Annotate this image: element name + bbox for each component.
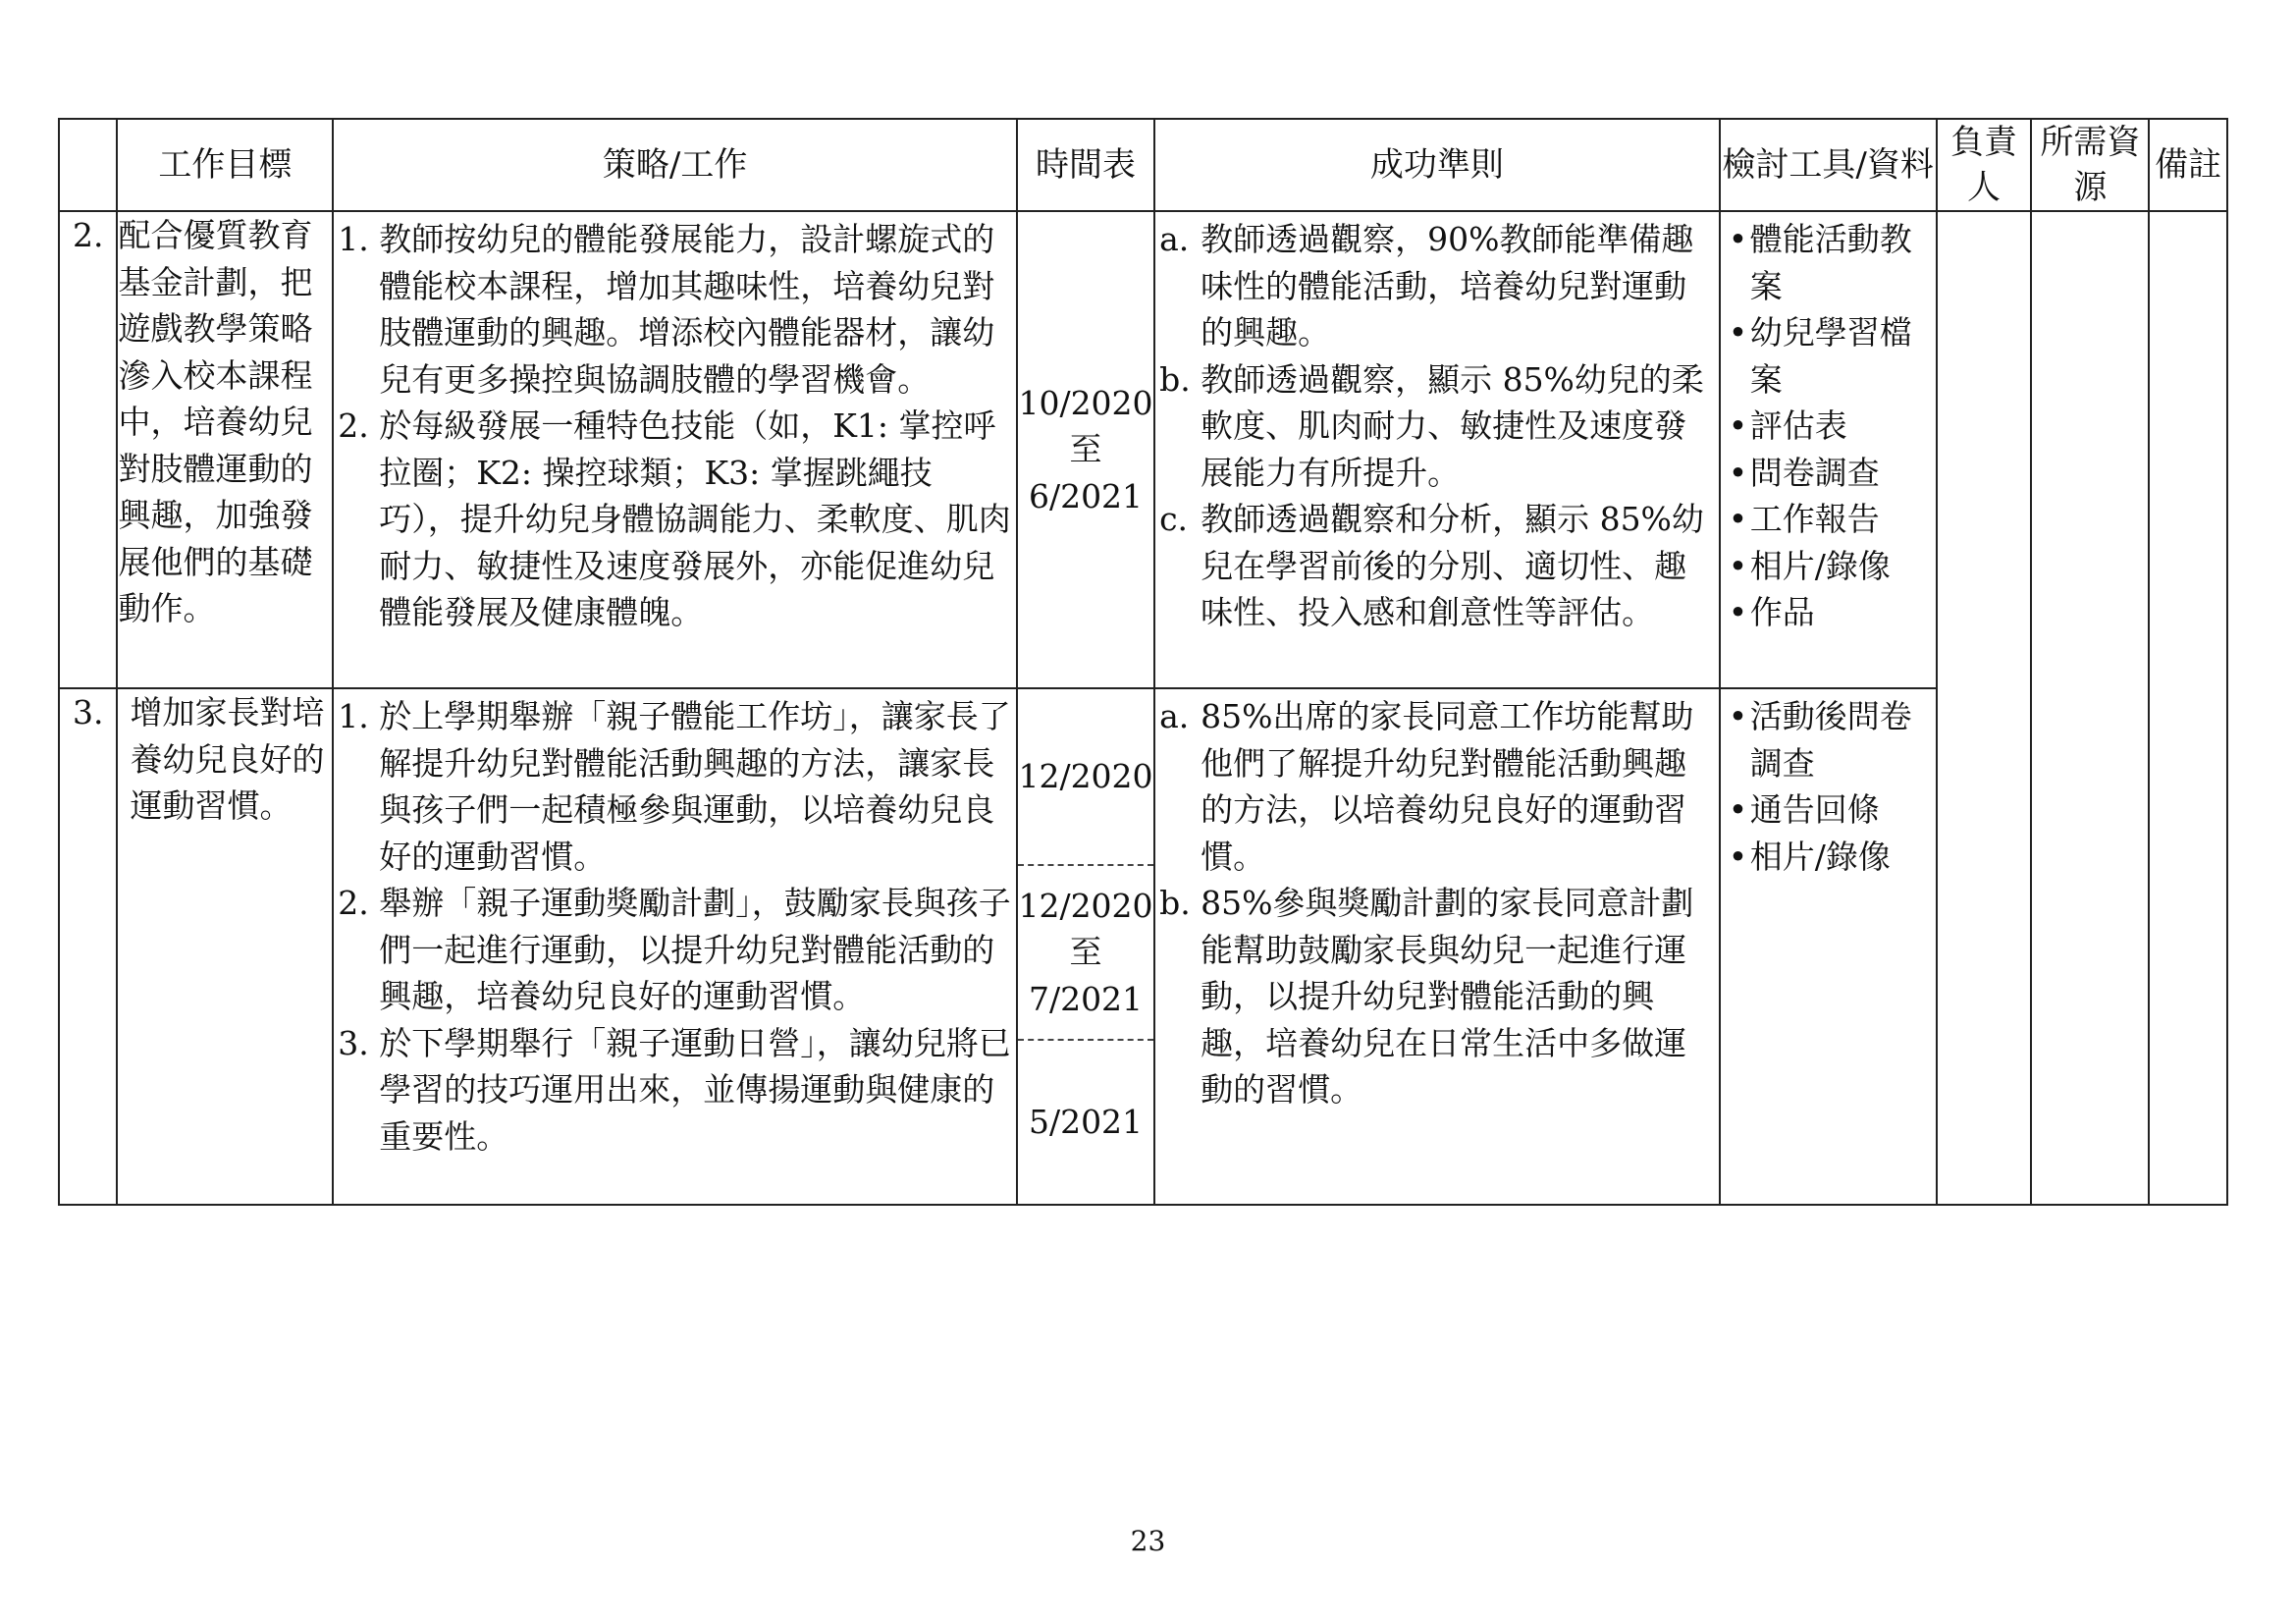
bullet-dot-icon: •: [1728, 313, 1748, 352]
schedule-block: [1018, 212, 1153, 687]
tool-text: 相片/錄像: [1749, 546, 1891, 585]
schedule-block: [1018, 1041, 1153, 1204]
schedule-to: 至: [1069, 933, 1102, 972]
row-number: 2.: [59, 211, 117, 688]
item-text: 教師透過觀察，90%教師能準備趣味性的體能活動，培養幼兒對運動的興趣。: [1201, 220, 1694, 352]
schedule-to: 至: [1069, 430, 1102, 469]
item-marker: a.: [1159, 697, 1190, 735]
tool-item: [1729, 693, 1934, 786]
tool-text: 工作報告: [1749, 500, 1880, 538]
item-text: 85%出席的家長同意工作坊能幫助他們了解提升幼兒對體能活動興趣的方法，以培養幼兒良好的運動習慣。: [1201, 697, 1694, 876]
strategy-cell: [333, 688, 1017, 1205]
strategy-item: [338, 693, 1012, 880]
schedule-start: 10/2020: [1018, 383, 1153, 422]
criteria-list: [1155, 212, 1719, 636]
strategy-list: [334, 212, 1016, 636]
row-number: 3.: [59, 688, 117, 1205]
header-number: [59, 119, 117, 211]
tool-item: [1729, 450, 1934, 497]
page-number: 23: [1130, 1525, 1166, 1557]
item-text: 於上學期舉辦「親子體能工作坊」，讓家長了解提升幼兒對體能活動興趣的方法，讓家長與孩子們一起積極參與運動，以培養幼兒良好的運動習慣。: [379, 697, 1011, 876]
schedule-block: [1018, 866, 1153, 1039]
criteria-cell: [1154, 688, 1720, 1205]
schedule-end: 6/2021: [1028, 476, 1144, 515]
item-text: 於下學期舉行「親子運動日營」，讓幼兒將已學習的技巧運用出來，並傳揚運動與健康的重要性。: [379, 1023, 1011, 1156]
tool-text: 通告回條: [1749, 790, 1880, 829]
bullet-dot-icon: •: [1728, 546, 1748, 585]
schedule-cell: [1017, 211, 1154, 688]
item-text: 教師透過觀察，顯示 85%幼兒的柔軟度、肌肉耐力、敏捷性及速度發展能力有所提升。: [1201, 359, 1704, 492]
tool-text: 體能活動教案: [1749, 220, 1912, 305]
header-resources: 所需資源: [2031, 119, 2149, 211]
resources-cell: [2031, 211, 2149, 1205]
tool-item: [1729, 589, 1934, 636]
item-marker: b.: [1159, 884, 1191, 922]
tools-list: [1721, 689, 1936, 880]
tool-item: [1729, 496, 1934, 543]
criteria-item: [1159, 693, 1715, 880]
table-row: [59, 688, 2227, 1205]
item-marker: 3.: [338, 1023, 369, 1062]
tool-text: 評估表: [1749, 406, 1847, 445]
schedule-block: [1018, 689, 1153, 864]
criteria-item: [1159, 496, 1715, 636]
item-marker: a.: [1159, 220, 1190, 258]
table-row: [59, 211, 2227, 688]
item-marker: 2.: [338, 406, 369, 445]
strategy-item: [338, 880, 1012, 1020]
tool-item: [1729, 309, 1934, 403]
item-text: 教師透過觀察和分析，顯示 85%幼兒在學習前後的分別、適切性、趣味性、投入感和創意性等評估。: [1201, 500, 1704, 631]
review-tools-cell: [1720, 688, 1937, 1205]
header-strategy: 策略/工作: [333, 119, 1017, 211]
strategy-item: [338, 403, 1012, 636]
tool-text: 活動後問卷調查: [1749, 697, 1912, 783]
tool-text: 相片/錄像: [1749, 837, 1891, 876]
item-marker: 2.: [338, 884, 369, 922]
tool-item: [1729, 834, 1934, 881]
review-tools-cell: [1720, 211, 1937, 688]
strategy-cell: [333, 211, 1017, 688]
bullet-dot-icon: •: [1728, 790, 1748, 829]
schedule-start: 12/2020: [1018, 886, 1153, 925]
tool-text: 幼兒學習檔案: [1749, 313, 1912, 399]
strategy-item: [338, 1020, 1012, 1161]
schedule-cell: [1017, 688, 1154, 1205]
header-person-in-charge: 負責人: [1937, 119, 2032, 211]
schedule-end: 7/2021: [1028, 979, 1144, 1018]
criteria-item: [1159, 880, 1715, 1113]
item-marker: 1.: [338, 697, 369, 735]
header-review-tools: 檢討工具/資料: [1720, 119, 1937, 211]
header-remarks: 備註: [2149, 119, 2227, 211]
criteria-list: [1155, 689, 1719, 1113]
bullet-dot-icon: •: [1728, 220, 1748, 258]
item-text: 85%參與獎勵計劃的家長同意計劃能幫助鼓勵家長與幼兒一起進行運動，以提升幼兒對體能活動的興趣，培養幼兒在日常生活中多做運動的習慣。: [1201, 884, 1694, 1109]
person-in-charge-cell: [1937, 211, 2032, 1205]
header-goal: 工作目標: [117, 119, 333, 211]
remarks-cell: [2149, 211, 2227, 1205]
item-text: 於每級發展一種特色技能（如，K1: 掌控呼拉圈；K2: 操控球類；K3: 掌握跳繩技巧），提升幼兒身體協調能力、柔軟度、肌肉耐力、敏捷性及速度發展外，亦能促進幼兒體能發展及健康體魄。: [379, 406, 1011, 631]
tool-item: [1729, 216, 1934, 309]
header-criteria: 成功準則: [1154, 119, 1720, 211]
plan-sheet: [58, 118, 2228, 1206]
tool-text: 問卷調查: [1749, 453, 1880, 492]
bullet-dot-icon: •: [1728, 697, 1748, 735]
item-marker: b.: [1159, 359, 1191, 399]
item-text: 教師按幼兒的體能發展能力，設計螺旋式的體能校本課程，增加其趣味性，培養幼兒對肢體運動的興趣。增添校內體能器材，讓幼兒有更多操控與協調肢體的學習機會。: [379, 220, 995, 399]
tools-list: [1721, 212, 1936, 636]
item-text: 舉辦「親子運動獎勵計劃」，鼓勵家長與孩子們一起進行運動，以提升幼兒對體能活動的興趣，培養幼兒良好的運動習慣。: [379, 884, 1011, 1015]
bullet-dot-icon: •: [1728, 406, 1748, 445]
schedule-date: 12/2020: [1018, 757, 1153, 796]
tool-text: 作品: [1749, 593, 1815, 631]
bullet-dot-icon: •: [1728, 837, 1748, 876]
goal-cell: 增加家長對培養幼兒良好的運動習慣。: [117, 688, 333, 1205]
work-plan-table: [58, 118, 2228, 1206]
tool-item: [1729, 543, 1934, 590]
tool-item: [1729, 786, 1934, 834]
schedule-date: 5/2021: [1028, 1103, 1144, 1142]
tool-item: [1729, 403, 1934, 450]
bullet-dot-icon: •: [1728, 500, 1748, 538]
criteria-item: [1159, 356, 1715, 497]
bullet-dot-icon: •: [1728, 593, 1748, 631]
goal-cell: 配合優質教育基金計劃，把遊戲教學策略滲入校本課程中，培養幼兒對肢體運動的興趣，加強發展他們的基礎動作。: [117, 211, 333, 688]
strategy-list: [334, 689, 1016, 1160]
criteria-cell: [1154, 211, 1720, 688]
item-marker: c.: [1159, 500, 1189, 538]
criteria-item: [1159, 216, 1715, 356]
item-marker: 1.: [338, 220, 369, 258]
bullet-dot-icon: •: [1728, 453, 1748, 492]
header-schedule: 時間表: [1017, 119, 1154, 211]
strategy-item: [338, 216, 1012, 403]
header-row: [59, 119, 2227, 211]
